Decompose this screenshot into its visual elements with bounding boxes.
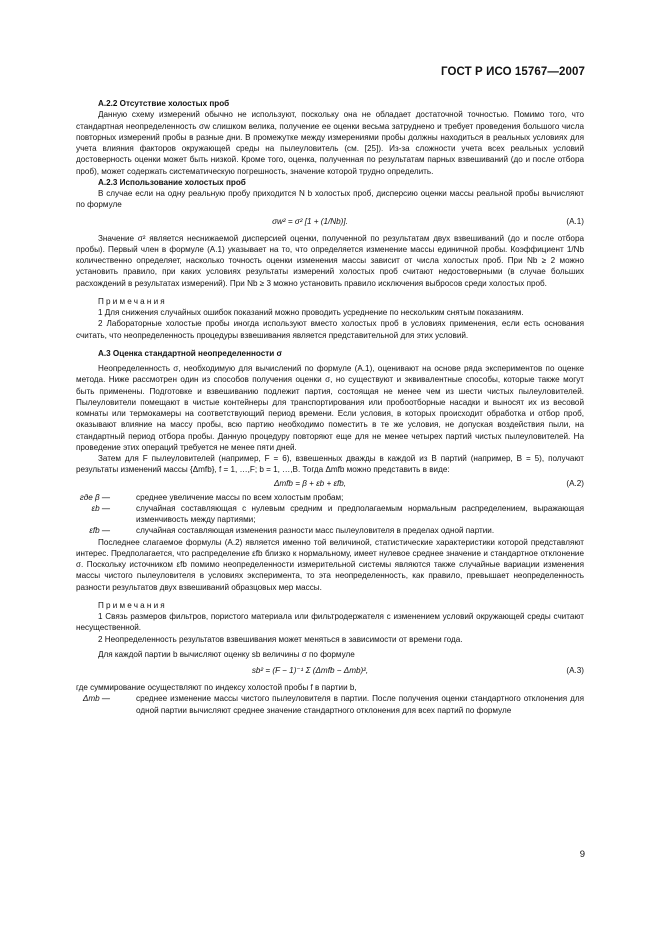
- section-a3-paragraph-2: Затем для F пылеуловителей (например, F = 6), взвешенных дважды в каждой из B партий (например, B = 5), получают результаты изменений массы {Δmfb}, f = 1, …,F; b = 1, …,B. Тогда Δmfb можно представить в виде:: [76, 454, 584, 475]
- formula-a2-row: [76, 476, 584, 492]
- where-symbol: εb —: [91, 503, 110, 513]
- where-symbol: εfb —: [89, 526, 110, 536]
- where-item: [76, 503, 584, 526]
- section-a3-paragraph-4: Для каждой партии b вычисляют оценку sb величины σ по формуле: [98, 649, 355, 659]
- where-definition: среднее изменение массы чистого пылеуловителя в партии. После получения оценки стандартного отклонения для одной партии вычисляют среднее значение стандартного отклонения для всех партий по формуле: [136, 694, 584, 715]
- section-a3-paragraph-1: Неопределенность σ, необходимую для вычислений по формуле (A.1), оценивают на основе ряда экспериментов по оценке метода. Ниже рассмотрен один из способов получения оценки σ, но существуют и эквивалентные способы, которые также могут быть применены. Подготовке и взвешиванию подлежит партия, состоящая не менее чем из шести чистых пылеуловителей. Пылеуловители помещают в чистые контейнеры для транспортирования или пробоотборные насадки и выносят их из весовой комнаты или термокамеры на соответствующий период времени. Если условия, в которых происходит обработка и отбор проб, оказывают влияние на массу пробы, всю партию необходимо поместить в те же условия, не допуская воздействия пыли, на стандартный период отбора пробы. Данную процедуру повторяют еще для не менее четырех партий чистых пылеуловителей. На проведение этих операций требуется не менее пяти дней.: [76, 364, 584, 452]
- notes-heading-2: Примечания: [98, 600, 167, 610]
- page-content: [76, 98, 584, 716]
- notes-heading-1: Примечания: [98, 296, 167, 306]
- where-item: [76, 693, 584, 716]
- where-symbol: где β —: [79, 492, 110, 502]
- standard-header: ГОСТ Р ИСО 15767—2007: [440, 66, 585, 78]
- where-definition: случайная составляющая с нулевым средним и предполагаемым нормальным распределением, выражающая изменчивость между партиями;: [136, 503, 584, 524]
- section-a3-title: A.3 Оценка стандартной неопределенности σ: [98, 348, 283, 358]
- section-a23-title: A.2.3 Использование холостых проб: [98, 177, 246, 187]
- where-symbol: Δmb —: [82, 694, 110, 704]
- formula-a2: Δmfb = β + εb + εfb,: [273, 478, 347, 488]
- page-number: 9: [579, 849, 585, 860]
- where-definition: среднее увеличение массы по всем холостым пробам;: [136, 492, 344, 502]
- section-a3-paragraph-5: где суммирование осуществляют по индексу холостой пробы f в партии b,: [76, 683, 357, 692]
- formula-a1-number: (A.1): [566, 216, 584, 226]
- section-a3-paragraph-3: Последнее слагаемое формулы (A.2) является именно той величиной, статистические характеристики которой представляют интерес. Предполагается, что распределение εfb близко к нормальному, имеет нулевое среднее значение и стандартное отклонение σ. Поскольку источником εfb помимо неопределенности измерительной системы являются также случайные вариации изменения массы чистого пылеуловителя в условиях эксперимента, то эта неопределенность, как правило, превышает неопределенность разности результатов двух взвешиваний образцовых мер массы.: [76, 537, 584, 592]
- section-a23-paragraph-1: В случае если на одну реальную пробу приходится N b холостых проб, дисперсию оценки массы реальной пробы вычисляют по формуле: [76, 189, 584, 210]
- formula-a1-row: [76, 211, 584, 233]
- formula-a1: σw² = σ² [1 + (1/Nb)].: [272, 216, 348, 226]
- note-2-1: 1 Связь размеров фильтров, пористого материала или фильтродержателя с изменением условий окружающей среды считают несущественной.: [76, 612, 584, 633]
- note-2-2: 2 Неопределенность результатов взвешивания может меняться в зависимости от времени года.: [98, 634, 463, 644]
- note-1-2: 2 Лабораторные холостые пробы иногда используют вместо холостых проб в условиях применения, если есть основания считать, что неопределенность процедуры взвешивания является представительной для этих условий.: [76, 319, 584, 340]
- note-1-1: 1 Для снижения случайных ошибок показаний можно проводить усреднение по нескольким снятым показаниям.: [98, 308, 524, 317]
- formula-a3: sb² = (F − 1)⁻¹ Σ (Δmfb − Δmb)²,: [251, 666, 369, 675]
- formula-a3-number: (A.3): [566, 666, 584, 675]
- where-definition: случайная составляющая изменения разности масс пылеуловителя в пределах одной партии.: [136, 526, 495, 536]
- formula-a2-number: (A.2): [566, 478, 584, 488]
- section-a22-paragraph: Данную схему измерений обычно не используют, поскольку она не обладает достаточной точностью. Помимо того, что стандартная неопределенность σw слишком велика, получение ее оценки весьма затруднено и требует проведения большого числа повторных измерений пробы в разные дни. В промежутке между измерениями пробы должны находиться в реальных условиях для учета влияния факторов окружающей среды на пылеуловитель (см. [25]). Из-за сложности учета всех реальных условий достоверность оценки может быть низкой. Кроме того, оценка, полученная по результатам парных взвешиваний (до и после отбора проб), может содержать систематическую погрешность, значение которой трудно определить.: [76, 110, 584, 176]
- where-item: [76, 525, 584, 536]
- section-a22-title: A.2.2 Отсутствие холостых проб: [98, 99, 230, 108]
- formula-a3-row: [76, 660, 584, 682]
- where-item: [76, 492, 584, 503]
- section-a23-paragraph-2: Значение σ² является неснижаемой дисперсией оценки, полученной по результатам двух взвешиваний (до и после отбора пробы). Первый член в формуле (A.1) указывает на то, что определяется изменение массы единичной пробы. Коэффициент 1/Nb количественно определяет, насколько точность оценки изменения массы зависит от числа холостых проб. При Nb ≥ 2 можно установить правило, при каких условиях результаты измерений холостых проб считают недостоверными (в случае больших расхождений в результатах измерений). При Nb ≥ 3 можно установить правило исключения выбросов среди холостых проб.: [76, 233, 584, 288]
